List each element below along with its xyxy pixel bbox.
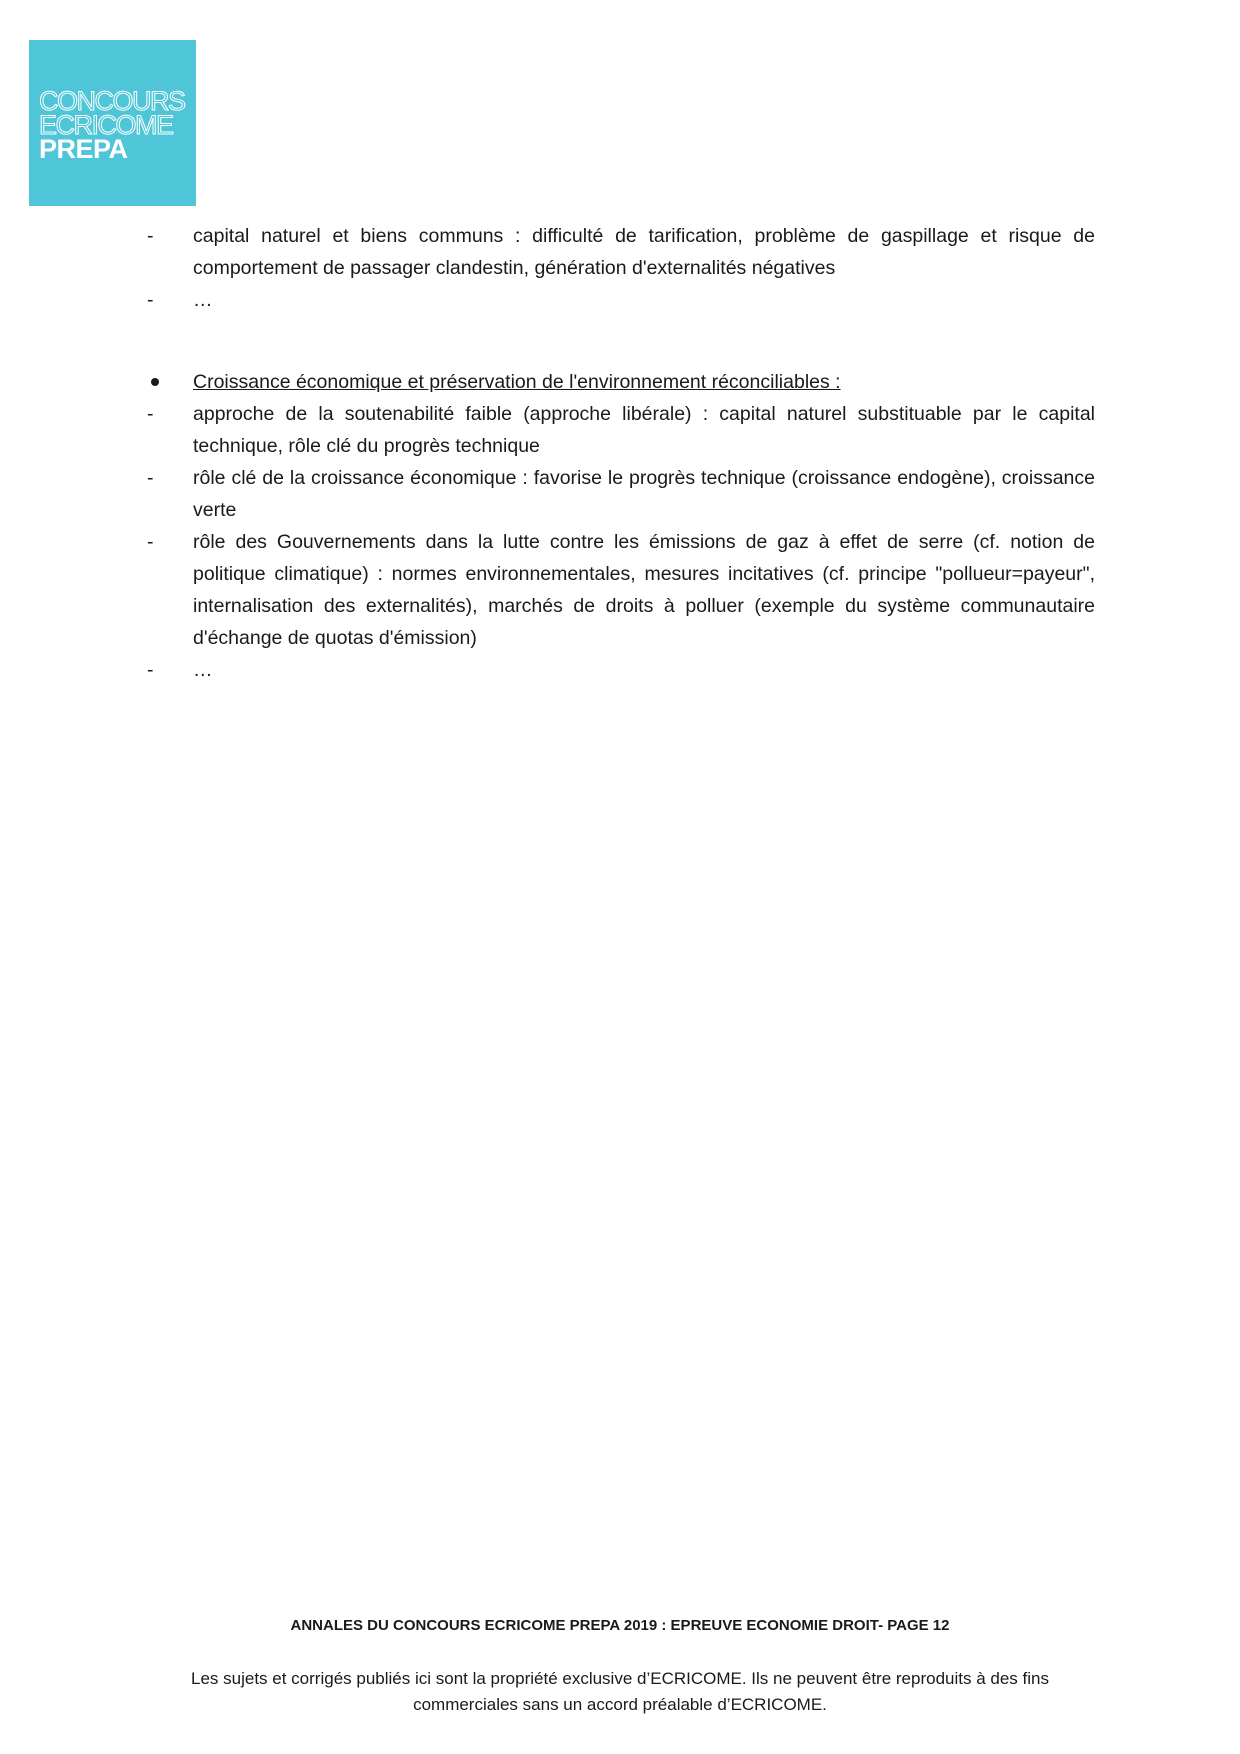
dash-marker: - xyxy=(147,531,154,553)
list-item-text: capital naturel et biens communs : difficulté de tarification, problème de gaspillage et risque de comportement de passager clandestin, génération d'externalités négatives xyxy=(193,225,1095,279)
dash-marker: - xyxy=(147,225,154,247)
list-item xyxy=(147,398,1095,462)
section-heading-item xyxy=(147,366,1095,398)
dash-marker: - xyxy=(147,467,154,489)
document-body xyxy=(147,220,1095,686)
logo-line-concours: CONCOURS xyxy=(39,86,185,116)
dash-marker: - xyxy=(147,659,154,681)
dash-marker: - xyxy=(147,289,154,311)
section-spacer xyxy=(147,316,1095,366)
list-item xyxy=(147,284,1095,316)
footer-copyright-note: Les sujets et corrigés publiés ici sont la propriété exclusive d’ECRICOME. Ils ne peuvent être reproduits à des fins commerciales sans un accord préalable d’ECRICOME. xyxy=(191,1669,1049,1714)
section-heading: Croissance économique et préservation de l'environnement réconciliables : xyxy=(193,371,841,393)
logo-line-ecricome: ECRICOME xyxy=(39,110,173,140)
list-item xyxy=(147,654,1095,686)
list-item-text: rôle des Gouvernements dans la lutte contre les émissions de gaz à effet de serre (cf. notion de politique climatique) : normes environnementales, mesures incitatives (cf. principe "pollueur=payeur", internalisation des externalités), marchés de droits à polluer (exemple du système communautaire d'échange de quotas d'émission) xyxy=(193,531,1095,649)
list-item-text: … xyxy=(193,659,213,681)
list-item xyxy=(147,462,1095,526)
list-item-text: approche de la soutenabilité faible (approche libérale) : capital naturel substituable par le capital technique, rôle clé du progrès technique xyxy=(193,403,1095,457)
list-item-text: rôle clé de la croissance économique : favorise le progrès technique (croissance endogène), croissance verte xyxy=(193,467,1095,521)
footer-title: ANNALES DU CONCOURS ECRICOME PREPA 2019 : EPREUVE ECONOMIE DROIT- PAGE 12 xyxy=(290,1617,950,1634)
list-item xyxy=(147,220,1095,284)
ecricome-logo xyxy=(29,40,196,206)
bullet-icon xyxy=(151,378,159,386)
dash-marker: - xyxy=(147,403,154,425)
list-item-text: … xyxy=(193,289,213,311)
list-item xyxy=(147,526,1095,654)
logo-line-prepa: PREPA xyxy=(39,134,128,164)
